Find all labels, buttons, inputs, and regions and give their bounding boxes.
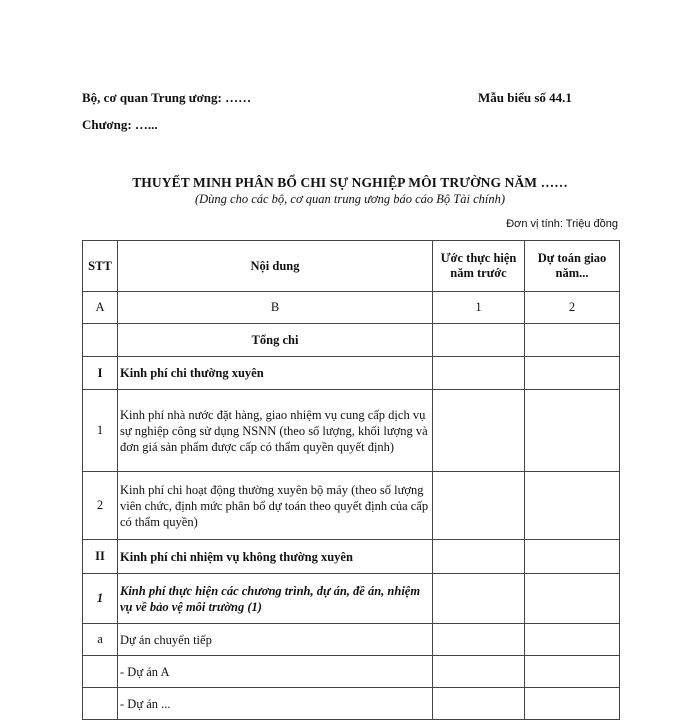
content-cell: Kinh phí thực hiện các chương trình, dự án, đề án, nhiệm vụ về bảo vệ môi trường (1): [118, 574, 433, 624]
value-cell: [525, 472, 620, 540]
unit-label: Đơn vị tính: Triệu đồng: [506, 218, 618, 230]
content-cell: Kinh phí chi nhiệm vụ không thường xuyên: [118, 540, 433, 574]
stt-cell: [83, 656, 118, 688]
value-cell: [525, 656, 620, 688]
value-cell: [433, 390, 525, 472]
value-cell: [433, 574, 525, 624]
chapter-label: Chương: …...: [82, 117, 158, 132]
header-prev-year: Ước thực hiện năm trước: [433, 241, 525, 292]
content-cell: Kinh phí chi thường xuyên: [118, 357, 433, 390]
table-row: [83, 390, 620, 472]
stt-cell: a: [83, 624, 118, 656]
index-cell: B: [118, 292, 433, 324]
content-cell: - Dự án A: [118, 656, 433, 688]
value-cell: [433, 656, 525, 688]
index-cell: 1: [433, 292, 525, 324]
table-header-row: [83, 241, 620, 292]
value-cell: [525, 624, 620, 656]
document-subtitle: (Dùng cho các bộ, cơ quan trung ương báo cáo Bộ Tài chính): [194, 192, 506, 206]
index-cell: 2: [525, 292, 620, 324]
value-cell: [433, 472, 525, 540]
form-number: Mẫu biểu số 44.1: [478, 90, 572, 105]
header-stt: STT: [83, 241, 118, 292]
column-index-row: [83, 292, 620, 324]
table-row: [83, 624, 620, 656]
table-row: [83, 472, 620, 540]
agency-label: Bộ, cơ quan Trung ương: ……: [82, 90, 252, 105]
value-cell: [525, 357, 620, 390]
stt-cell: 2: [83, 472, 118, 540]
table-row: [83, 324, 620, 357]
budget-table: [82, 240, 620, 720]
stt-cell: 1: [83, 390, 118, 472]
content-cell: Tổng chi: [118, 324, 433, 357]
value-cell: [433, 540, 525, 574]
document-title: THUYẾT MINH PHÂN BỔ CHI SỰ NGHIỆP MÔI TRƯỜNG NĂM ……: [132, 175, 568, 190]
content-cell: Dự án chuyển tiếp: [118, 624, 433, 656]
value-cell: [525, 324, 620, 357]
table-row: [83, 357, 620, 390]
value-cell: [525, 390, 620, 472]
value-cell: [525, 540, 620, 574]
value-cell: [433, 357, 525, 390]
value-cell: [525, 574, 620, 624]
table-row: [83, 656, 620, 688]
content-cell: - Dự án ...: [118, 688, 433, 720]
content-cell: Kinh phí nhà nước đặt hàng, giao nhiệm vụ cung cấp dịch vụ sự nghiệp công sử dụng NSNN (theo số lượng, khối lượng và đơn giá sản phẩm được cấp có thẩm quyền quyết định): [118, 390, 433, 472]
index-cell: A: [83, 292, 118, 324]
value-cell: [433, 624, 525, 656]
header-estimate: Dự toán giao năm...: [525, 241, 620, 292]
header-content: Nội dung: [118, 241, 433, 292]
stt-cell: I: [83, 357, 118, 390]
value-cell: [433, 324, 525, 357]
table-row: [83, 688, 620, 720]
value-cell: [433, 688, 525, 720]
value-cell: [525, 688, 620, 720]
stt-cell: II: [83, 540, 118, 574]
content-cell: Kinh phí chi hoạt động thường xuyên bộ máy (theo số lượng viên chức, định mức phân bổ dự toán theo quyết định của cấp có thẩm quyền): [118, 472, 433, 540]
table-row: [83, 574, 620, 624]
stt-cell: 1: [83, 574, 118, 624]
table-row: [83, 540, 620, 574]
stt-cell: [83, 324, 118, 357]
stt-cell: [83, 688, 118, 720]
